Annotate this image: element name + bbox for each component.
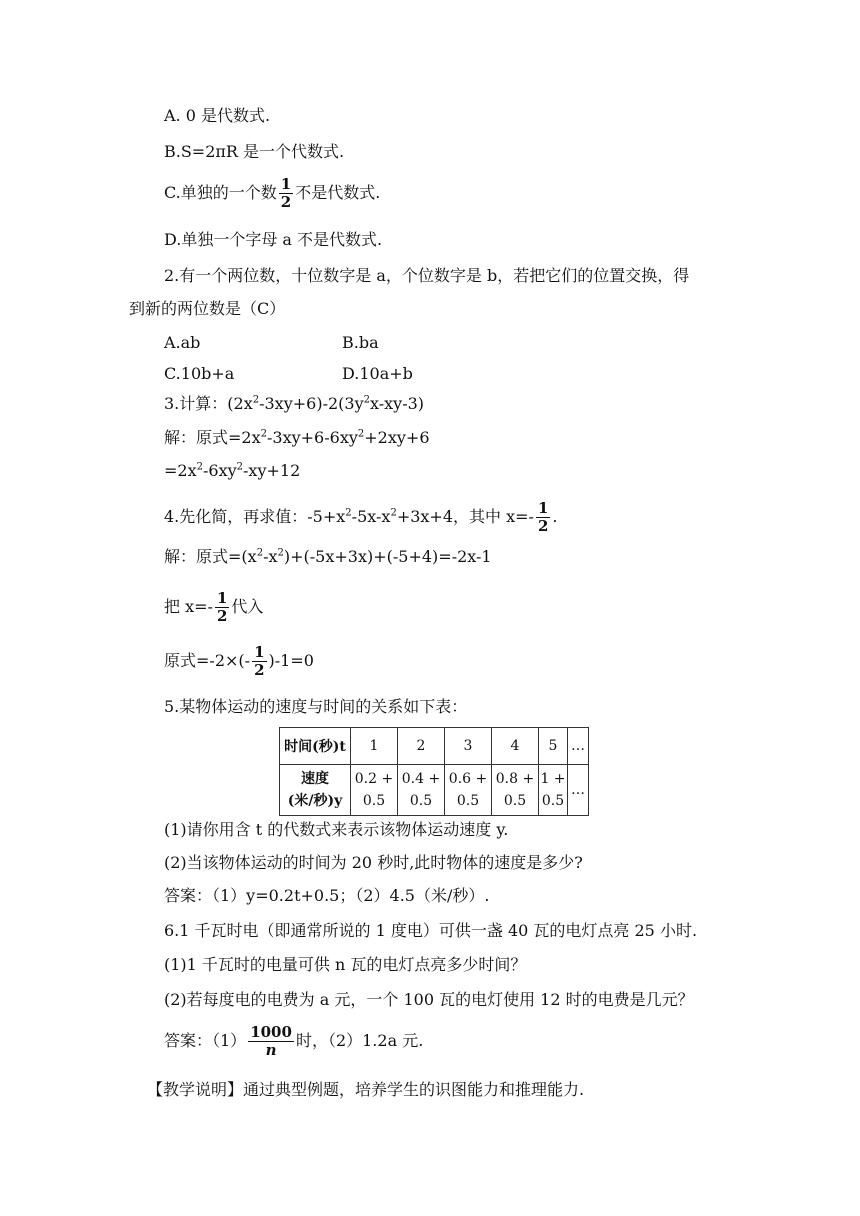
q6-part1: (1)1 千瓦时的电量可供 n 瓦的电灯点亮多少时间？ (164, 955, 527, 974)
table-header-time: 时间(秒)t (280, 728, 351, 765)
fraction-1000-over-n (248, 1024, 294, 1059)
text: 答案：（1） (164, 1031, 247, 1050)
q4-stem (164, 500, 557, 535)
text: )+(-5x+3x)+(-5+4)=-2x-1 (283, 547, 492, 566)
q3-solution-line1 (164, 428, 430, 448)
text: 0.5 (409, 793, 433, 809)
fraction-numerator: 1 (280, 175, 292, 193)
text: -3xy+6-6xy (267, 428, 358, 447)
q4-result-line (164, 644, 314, 679)
text: +2xy+6 (364, 428, 430, 447)
text: -5x-x (351, 507, 391, 526)
text: 0.5 (541, 793, 565, 809)
table-row (280, 728, 589, 765)
text: 代入 (231, 597, 264, 616)
text: 解：原式=(x (164, 547, 257, 566)
exponent: 2 (357, 428, 365, 440)
text: 时，（2）1.2a 元. (295, 1031, 424, 1050)
exponent: 2 (390, 507, 397, 519)
text: x-xy-3) (370, 394, 425, 413)
exponent: 2 (260, 428, 267, 440)
q2-option-a: A.ab (164, 333, 201, 352)
exponent: 2 (256, 547, 264, 559)
table-cell: 5 (539, 728, 568, 765)
text: 1 + (540, 771, 566, 787)
fraction-half (536, 500, 550, 535)
q6-part2: (2)若每度电的电费为 a 元，一个 100 瓦的电灯使用 12 时的电费是几元？ (164, 990, 694, 1009)
text: 0.5 (503, 793, 527, 809)
q6-answer (164, 1024, 423, 1059)
exponent: 2 (236, 461, 244, 473)
text: +3x+4，其中 x=- (396, 507, 534, 526)
table-cell (568, 765, 589, 816)
table-cell (492, 765, 539, 816)
text: =2x (164, 461, 197, 480)
fraction-numerator: 1 (216, 589, 228, 607)
table-cell: 1 (351, 728, 398, 765)
q5-part1: (1)请你用含 t 的代数式来表示该物体运动速度 y. (164, 820, 509, 839)
text: 0.5 (456, 793, 480, 809)
q5-stem: 5.某物体运动的速度与时间的关系如下表： (164, 697, 468, 716)
q1-option-d: D.单独一个字母 a 不是代数式. (164, 230, 383, 249)
text: 0.4 + (401, 771, 441, 787)
q1-option-c (164, 176, 380, 211)
table-cell: 3 (445, 728, 492, 765)
q2-option-c: C.10b+a (164, 364, 235, 383)
exponent: 2 (363, 394, 370, 406)
fraction-denominator: 2 (216, 607, 228, 625)
text: 把 x=- (164, 597, 213, 616)
speed-time-table (279, 727, 589, 816)
fraction-numerator: 1 (254, 643, 265, 661)
text: 0.5 (362, 793, 386, 809)
text: 解：原式=2x (164, 428, 261, 447)
q1-option-c-text: C.单独的一个数 (164, 183, 277, 202)
table-header-speed (280, 765, 351, 816)
text: 3.计算：(2x (164, 394, 253, 413)
table-cell: 4 (492, 728, 539, 765)
text: 0.8 + (495, 771, 535, 787)
q5-part2: (2)当该物体运动的时间为 20 秒时,此时物体的速度是多少? (164, 853, 583, 872)
text: -xy+12 (243, 461, 301, 480)
q6-stem: 6.1 千瓦时电（即通常所说的 1 度电）可供一盏 40 瓦的电灯点亮 25 小时. (164, 921, 698, 940)
table-cell (445, 765, 492, 816)
fraction-half (252, 644, 266, 679)
q3-solution-line2 (164, 461, 300, 481)
fraction-denominator: 2 (254, 661, 265, 679)
exponent: 2 (196, 461, 203, 473)
table-cell (351, 765, 398, 816)
q4-substitute-line (164, 590, 263, 625)
q2-option-d: D.10a+b (342, 364, 413, 383)
table-cell (398, 765, 445, 816)
text: … (571, 782, 585, 798)
exponent: 2 (345, 507, 352, 519)
table-row (280, 765, 589, 816)
text: 0.6 + (448, 771, 488, 787)
q1-option-b: B.S=2πR 是一个代数式. (164, 142, 345, 161)
exponent: 2 (277, 547, 284, 559)
text: . (552, 507, 558, 526)
text: -3xy+6)-2(3y (259, 394, 364, 413)
fraction-denominator: n (265, 1041, 277, 1059)
text: 速度 (301, 771, 329, 787)
teaching-note: 【教学说明】通过典型例题，培养学生的识图能力和推理能力. (147, 1080, 585, 1099)
text: -x (263, 547, 278, 566)
q2-stem-line1: 2.有一个两位数，十位数字是 a，个位数字是 b，若把它们的位置交换，得 (164, 266, 690, 285)
fraction-half (215, 590, 229, 625)
fraction-numerator: 1000 (250, 1023, 292, 1041)
table-cell (539, 765, 568, 816)
q5-answer: 答案：（1）y=0.2t+0.5；（2）4.5（米/秒）. (164, 886, 490, 905)
text: 原式=-2×(- (164, 651, 251, 670)
q2-option-b: B.ba (342, 333, 379, 352)
q1-option-c-tail: 不是代数式. (295, 183, 381, 202)
table-cell: … (568, 728, 589, 765)
fraction-numerator: 1 (537, 499, 549, 517)
text: -6xy (202, 461, 237, 480)
table-cell: 2 (398, 728, 445, 765)
q1-option-a: A. 0 是代数式. (164, 106, 271, 125)
text: 0.2 + (354, 771, 394, 787)
fraction-denominator: 2 (537, 517, 549, 535)
text: )-1=0 (268, 651, 314, 670)
text: (米/秒)y (287, 793, 343, 809)
fraction-denominator: 2 (280, 193, 292, 211)
q2-stem-line2: 到新的两位数是（C） (129, 299, 286, 318)
q3-stem (164, 394, 424, 414)
text: 4.先化简，再求值：-5+x (164, 507, 346, 526)
exponent: 2 (252, 394, 260, 406)
fraction-half (279, 176, 293, 211)
q4-solution-line1 (164, 547, 492, 567)
